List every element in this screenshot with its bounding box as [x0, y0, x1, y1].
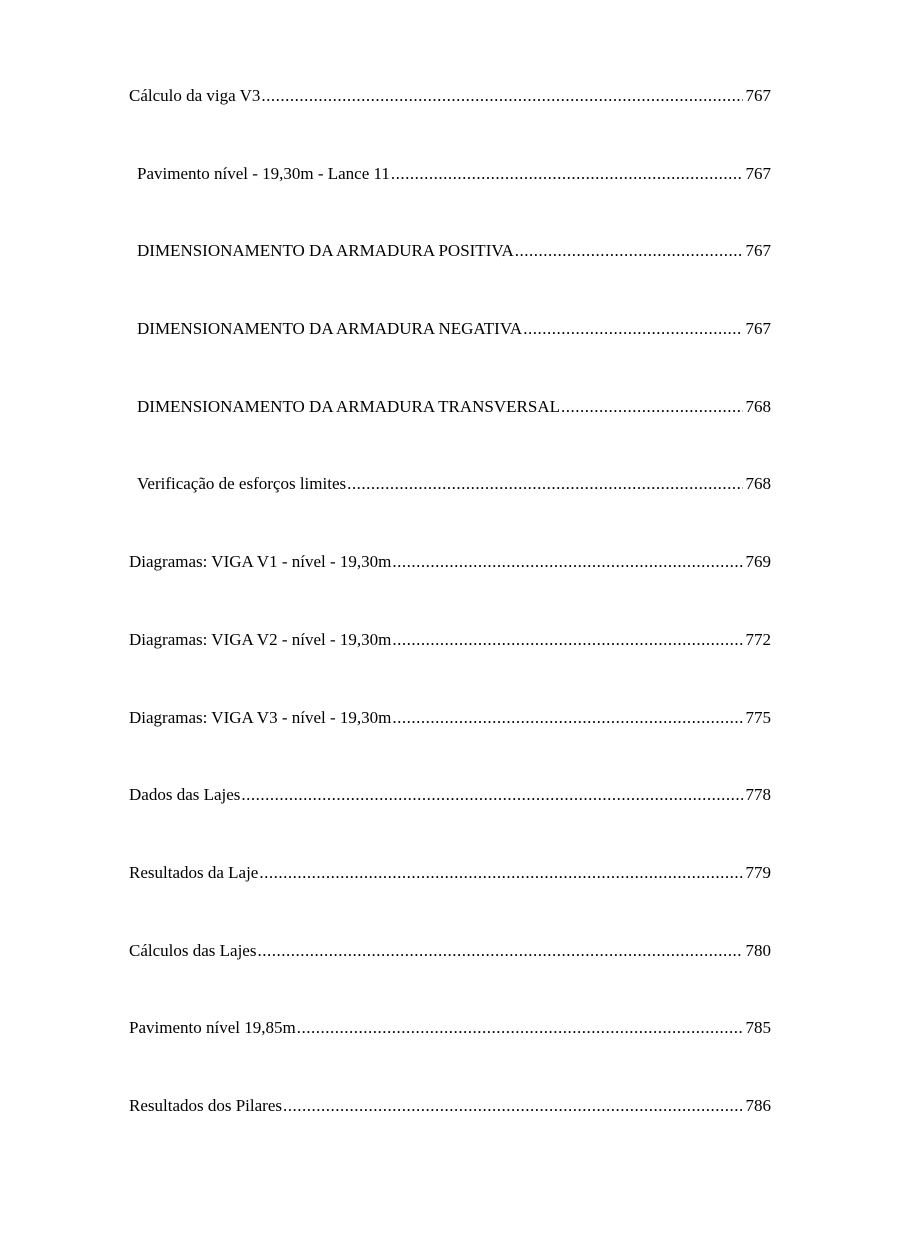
toc-entry-page: 775 [745, 707, 771, 727]
toc-entry-page: 767 [745, 241, 771, 261]
toc-dot-leader [392, 628, 742, 652]
toc-entry[interactable] [129, 317, 771, 395]
toc-entry-page: 772 [745, 629, 771, 649]
toc-entry-title: DIMENSIONAMENTO DA ARMADURA NEGATIVA [137, 319, 523, 339]
toc-entry-page: 767 [745, 163, 771, 183]
toc-entry[interactable] [129, 706, 771, 784]
toc-entry[interactable] [129, 861, 771, 939]
toc-entry-page: 767 [745, 319, 771, 339]
toc-dot-leader [259, 861, 742, 885]
toc-entry-title: Cálculos das Lajes [129, 940, 257, 960]
toc-dot-leader [515, 239, 743, 263]
toc-dot-leader [297, 1016, 743, 1040]
toc-entry-title: Resultados da Laje [129, 862, 259, 882]
toc-entry-page: 769 [745, 552, 771, 572]
toc-dot-leader [257, 939, 742, 963]
toc-entry-page: 778 [745, 785, 771, 805]
toc-entry-title: Resultados dos Pilares [129, 1095, 282, 1115]
toc-dot-leader [392, 550, 742, 574]
toc-entry-page: 786 [745, 1095, 771, 1115]
toc-dot-leader [392, 706, 742, 730]
toc-entry[interactable] [129, 550, 771, 628]
toc-entry-title: Cálculo da viga V3 [129, 86, 261, 105]
toc-dot-leader [283, 1094, 743, 1118]
toc-entry[interactable] [129, 395, 771, 473]
toc-entry-title: Verificação de esforços limites [137, 474, 347, 494]
toc-entry-page: 767 [745, 86, 771, 105]
toc-entry[interactable] [129, 1094, 771, 1172]
toc-entry-title: DIMENSIONAMENTO DA ARMADURA TRANSVERSAL [137, 396, 560, 416]
toc-entry[interactable] [129, 628, 771, 706]
toc-entry-page: 780 [745, 940, 771, 960]
toc-entry-page: 779 [745, 862, 771, 882]
toc-dot-leader [523, 317, 742, 341]
toc-entry-page: 768 [745, 396, 771, 416]
toc-entry[interactable] [129, 1016, 771, 1094]
toc-entry-title: Pavimento nível - 19,30m - Lance 11 [137, 163, 390, 183]
toc-dot-leader [347, 472, 742, 496]
toc-entry[interactable] [129, 939, 771, 1017]
toc-entry-page: 768 [745, 474, 771, 494]
toc-entry[interactable] [129, 239, 771, 317]
toc-entry-title: Diagramas: VIGA V3 - nível - 19,30m [129, 707, 392, 727]
toc-entry[interactable] [129, 472, 771, 550]
toc-entry-title: Dados das Lajes [129, 785, 241, 805]
toc-entry-title: Diagramas: VIGA V2 - nível - 19,30m [129, 629, 392, 649]
toc-dot-leader [241, 783, 742, 807]
toc-dot-leader [391, 162, 743, 186]
table-of-contents [129, 84, 771, 1172]
toc-entry[interactable] [129, 84, 771, 162]
toc-entry[interactable] [129, 162, 771, 240]
toc-dot-leader [561, 395, 743, 419]
toc-entry[interactable] [129, 783, 771, 861]
toc-entry-title: DIMENSIONAMENTO DA ARMADURA POSITIVA [137, 241, 514, 261]
toc-entry-title: Pavimento nível 19,85m [129, 1018, 296, 1038]
toc-entry-title: Diagramas: VIGA V1 - nível - 19,30m [129, 552, 392, 572]
toc-entry-page: 785 [745, 1018, 771, 1038]
toc-dot-leader [261, 84, 742, 108]
